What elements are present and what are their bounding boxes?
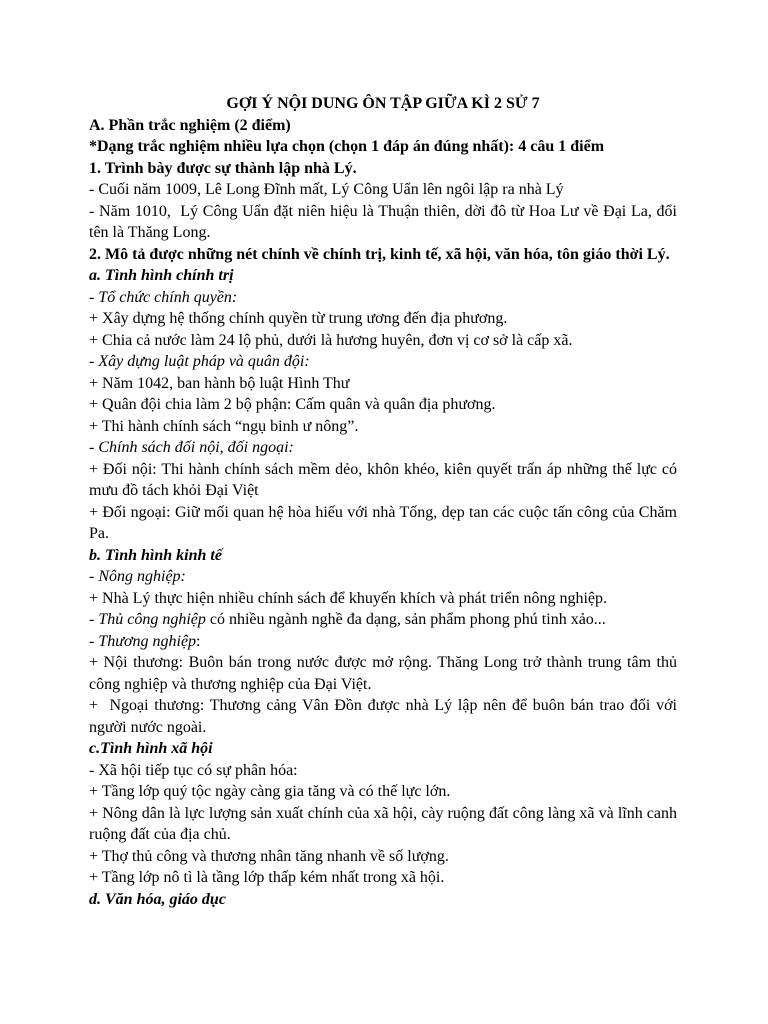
section-b-mixed-line bbox=[89, 609, 677, 631]
section-a-item: + Chia cả nước làm 24 lộ phủ, dưới là hương huyên, đơn vị cơ sở là cấp xã. bbox=[89, 331, 573, 349]
section-c-item: + Thợ thủ công và thương nhân tăng nhanh về số lượng. bbox=[89, 847, 449, 865]
format-note: *Dạng trắc nghiệm nhiều lựa chọn (chọn 1 đáp án đúng nhất): 4 câu 1 điểm bbox=[89, 138, 605, 155]
question-1-line: - Cuối năm 1009, Lê Long Đĩnh mất, Lý Công Uẩn lên ngôi lập ra nhà Lý bbox=[89, 181, 564, 198]
section-a-item: + Năm 1042, ban hành bộ luật Hình Thư bbox=[89, 374, 350, 392]
section-a-heading: a. Tình hình chính trị bbox=[89, 267, 234, 284]
section-a-item: + Đối ngoại: Giữ mối quan hệ hòa hiếu với nhà Tống, dẹp tan các cuộc tấn công của Chăm Pa. bbox=[89, 503, 681, 542]
section-a-item: + Quân đội chia làm 2 bộ phận: Cấm quân và quân địa phương. bbox=[89, 396, 496, 413]
section-b-inline-text: có nhiều ngành nghề đa dạng, sản phẩm phong phú tinh xảo... bbox=[205, 611, 606, 628]
section-b-heading: b. Tình hình kinh tế bbox=[89, 546, 222, 564]
section-b-item: + Nội thương: Buôn bán trong nước được mở rộng. Thăng Long trở thành trung tâm thủ công nghiệp và thương nghiệp của Đại Việt. bbox=[89, 654, 681, 693]
section-b-inline-label: - Thủ công nghiệp bbox=[89, 611, 206, 628]
document-title: GỢI Ý NỘI DUNG ÔN TẬP GIỮA KÌ 2 SỬ 7 bbox=[226, 95, 540, 112]
section-c-item: - Xã hội tiếp tục có sự phân hóa: bbox=[89, 761, 298, 779]
section-b-subheading: - Nông nghiệp: bbox=[89, 568, 186, 585]
section-c-item: + Tầng lớp nô tì là tầng lớp thấp kém nhất trong xã hội. bbox=[89, 869, 445, 886]
section-c-heading: c.Tình hình xã hội bbox=[89, 740, 213, 757]
section-a-subheading: - Tổ chức chính quyền: bbox=[89, 288, 238, 306]
section-a-subheading: - Xây dựng luật pháp và quân đội: bbox=[89, 353, 310, 370]
section-d-heading: d. Văn hóa, giáo dục bbox=[89, 890, 226, 908]
section-b-inline-colon: : bbox=[196, 632, 201, 650]
section-a-item: + Đối nội: Thi hành chính sách mềm dẻo, khôn khéo, kiên quyết trấn áp những thế lực có mưu đồ tách khỏi Đại Việt bbox=[89, 460, 681, 499]
question-1-heading: 1. Trình bày được sự thành lập nhà Lý. bbox=[89, 159, 357, 177]
part-a-heading: A. Phần trắc nghiệm (2 điểm) bbox=[89, 116, 291, 134]
section-a-item: + Xây dựng hệ thống chính quyền từ trung ương đến địa phương. bbox=[89, 310, 508, 327]
section-a-item: + Thi hành chính sách “ngụ binh ư nông”. bbox=[89, 417, 359, 435]
section-b-item: + Nhà Lý thực hiện nhiều chính sách để khuyến khích và phát triển nông nghiệp. bbox=[89, 589, 608, 607]
section-b-mixed-line bbox=[89, 631, 677, 653]
section-b-item: + Ngoại thương: Thương cảng Vân Đồn được nhà Lý lập nên để buôn bán trao đổi với người nước ngoài. bbox=[89, 697, 681, 736]
document-page bbox=[89, 93, 681, 910]
section-c-item: + Nông dân là lực lượng sản xuất chính của xã hội, cày ruộng đất công làng xã và lĩnh canh ruộng đất của địa chủ. bbox=[89, 804, 681, 843]
section-a-subheading: - Chính sách đối nội, đối ngoại: bbox=[89, 439, 294, 456]
section-c-item: + Tầng lớp quý tộc ngày càng gia tăng và có thế lực lớn. bbox=[89, 783, 451, 800]
section-b-inline-label: - Thương nghiệp bbox=[89, 632, 197, 650]
question-1-line: - Năm 1010, Lý Công Uẩn đặt niên hiệu là Thuận thiên, dời đô từ Hoa Lư về Đại La, đổi tên là Thăng Long. bbox=[89, 202, 681, 241]
question-2-heading: 2. Mô tả được những nét chính về chính trị, kinh tế, xã hội, văn hóa, tôn giáo thời Lý. bbox=[89, 245, 670, 263]
